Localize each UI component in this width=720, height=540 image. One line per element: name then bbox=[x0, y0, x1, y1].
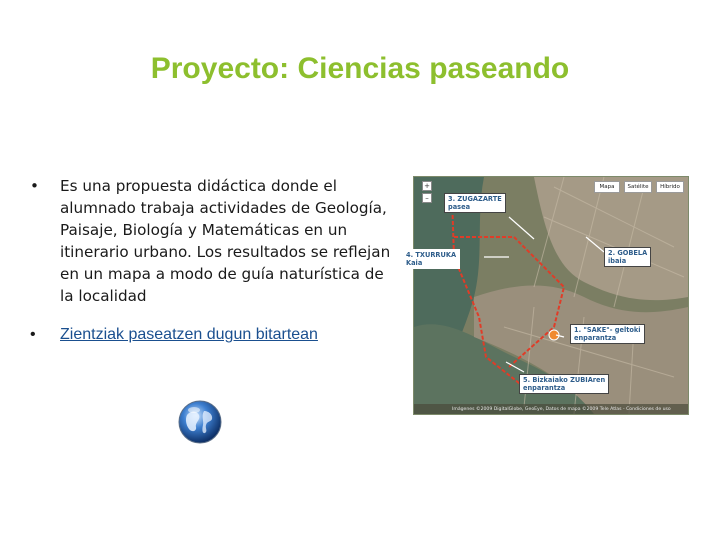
zientziak-link[interactable]: Zientziak paseatzen dugun bitartean bbox=[60, 326, 318, 343]
zoom-controls bbox=[422, 181, 432, 205]
map-label-txurruka: 4. TXURRUKA Kaia bbox=[402, 249, 460, 269]
map-label-sake: 1. "SAKE"- geltoki enparantza bbox=[570, 324, 645, 344]
bullet-marker: • bbox=[30, 326, 36, 343]
bullet-item-description bbox=[30, 175, 395, 307]
map-label-gobela: 2. GOBELA ibaia bbox=[604, 247, 651, 267]
slide-title: Proyecto: Ciencias paseando bbox=[150, 52, 570, 85]
map-type-hibrido-button[interactable]: Híbrido bbox=[656, 181, 684, 193]
map-label-zubia: 5. Bizkaiako ZUBIAren enparantza bbox=[519, 374, 609, 394]
map-attribution: Imágenes ©2009 DigitalGlobe, GeoEye, Datos de mapa ©2009 Tele Atlas - Condiciones de uso bbox=[452, 407, 671, 412]
map-type-mapa-button[interactable]: Mapa bbox=[594, 181, 620, 193]
map-type-satelite-button[interactable]: Satélite bbox=[624, 181, 652, 193]
zoom-out-button[interactable]: – bbox=[422, 193, 432, 203]
bullet-item-link bbox=[30, 324, 395, 346]
bullet-list bbox=[30, 175, 395, 346]
zoom-in-button[interactable]: + bbox=[422, 181, 432, 191]
globe-icon[interactable] bbox=[177, 399, 223, 445]
bullet-marker: • bbox=[30, 177, 39, 195]
route-map[interactable] bbox=[406, 176, 689, 415]
description-text: Es una propuesta didáctica donde el alumnado trabaja actividades de Geología, Paisaje, Biología y Matemáticas en un itinerario urbano. Los resultados se reflejan en un mapa a modo de guía naturística de la localidad bbox=[60, 177, 391, 305]
map-label-zugazarte: 3. ZUGAZARTE pasea bbox=[444, 193, 506, 213]
